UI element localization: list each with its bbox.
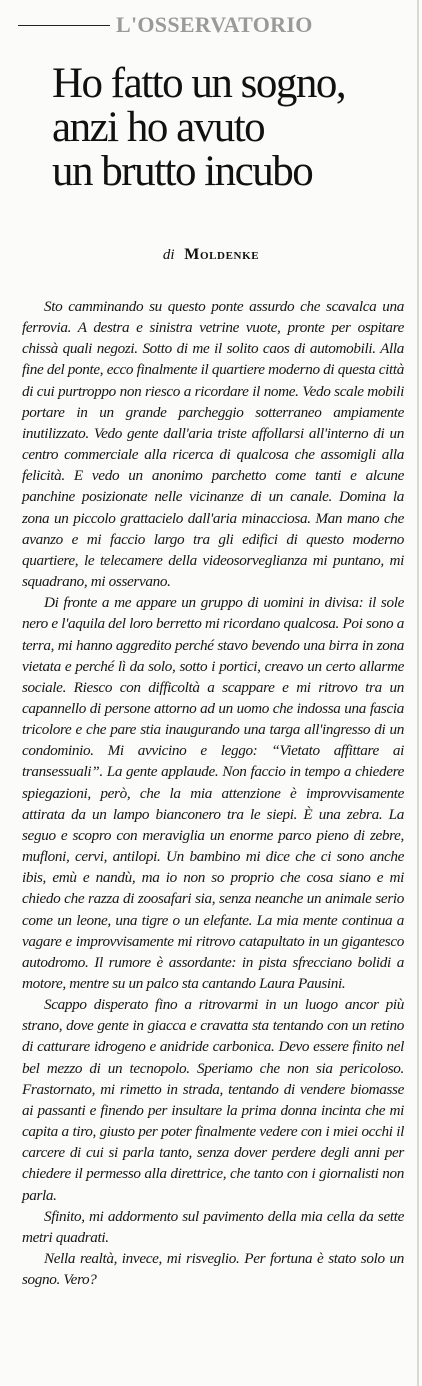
section-rule — [18, 25, 110, 26]
headline-line: un brutto incubo — [52, 148, 313, 195]
section-label: L'OSSERVATORIO — [116, 12, 313, 37]
headline-line: anzi ho avuto — [52, 104, 265, 151]
article-paragraph: Di fronte a me appare un gruppo di uomini in divisa: il sole nero e l'aquila del loro berretto mi ricordano qualcosa. Poi sono a terra, mi hanno aggredito perché stavo bevendo una birra in zona vietata e perché lì da solo, sotto i portici, creavo un certo allarme sociale. Riesco con difficoltà a scappare e mi ritrovo tra un capannello di persone attorno ad un uomo che indossa una fascia tricolore e che pare stia inaugurando una targa all'ingresso di un condominio. Mi avvicino e leggo: “Vietato affittare ai transessuali”. La gente applaude. Non faccio in tempo a chiedere spiegazioni, però, che la mia attenzione è improvvisamente attirata da un lampo bianconero tra le siepi. È una zebra. La seguo e scopro con meraviglia un enorme parco pieno di zebre, mufloni, cervi, antilopi. Un bambino mi dice che ci sono anche ibis, emù e nandù, ma io non so proprio che cosa siano e mi chiedo che razza di zoosafari sia, senza neanche un animale serio come un leone, una tigre o un elefante. La mia mente continua a vagare e improvvisamente mi ritrovo catapultato in un gigantesco autodromo. Il rumore è assordante: in pista sfrecciano bolidi a motore, mentre su un palco sta cantando Laura Pausini. — [22, 594, 404, 992]
byline-author: Moldenke — [184, 246, 260, 263]
article-paragraph: Nella realtà, invece, mi risveglio. Per fortuna è stato solo un sogno. Vero? — [22, 1250, 404, 1289]
article-paragraph: Scappo disperato fino a ritrovarmi in un luogo ancor più strano, dove gente in giacca e cravatta sta tentando con un retino di catturare idrogeno e anidride carbonica. Devo essere finito nel bel mezzo di un tecnopolo. Speriamo che non sia pericoloso. Frastornato, mi rimetto in strada, tentando di vendere biomasse ai passanti e finendo per insultare la prima donna incinta che mi capita a tiro, giusto per poter finalmente vedere con i miei occhi il carcere di cui si parla tanto, senza dover perdere degli anni per chiedere il permesso alla direttrice, che tanto con i giornalisti non parla. — [22, 996, 404, 1204]
byline — [18, 246, 404, 264]
article-paragraph: Sfinito, mi addormento sul pavimento della mia cella da sette metri quadrati. — [22, 1207, 404, 1246]
article-paragraph: Sto camminando su questo ponte assurdo che scavalca una ferrovia. A destra e sinistra vetrine vuote, pronte per ospitare chissà quali negozi. Sotto di me il solito caos di automobili. Alla fine del ponte, ecco finalmente il quartiere moderno di questa città di cui purtroppo non riesco a ricordare il nome. Vedo scale mobili portare in un grande parcheggio sotterraneo ampiamente inutilizzato. Vedo gente dall'aria triste affollarsi all'interno di un centro commerciale alla ricerca di qualcosa che assomigli alla felicità. E vedo un anonimo parchetto come tanti e alcune panchine posizionate nelle vicinanze di un canale. Domina la zona un piccolo grattacielo dall'aria minacciosa. Man mano che avanzo e mi faccio largo tra gli edifici di questo moderno quartiere, le telecamere della videosorveglianza mi puntano, mi squadrano, mi osservano. — [22, 298, 404, 591]
byline-prefix: di — [162, 247, 175, 263]
page-edge — [417, 0, 419, 1386]
article-body — [22, 296, 404, 1290]
headline-line: Ho fatto un sogno, — [52, 60, 346, 107]
headline — [52, 62, 404, 194]
section-header — [18, 10, 404, 40]
